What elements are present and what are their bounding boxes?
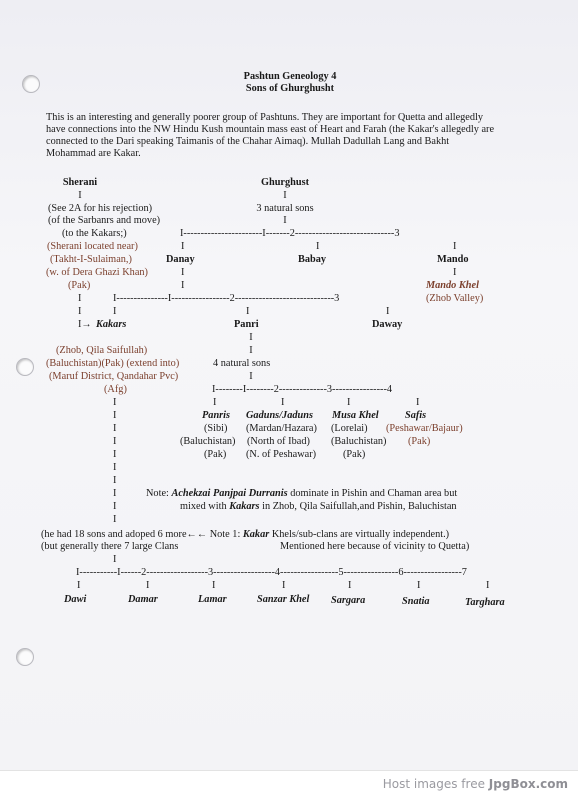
arrow-icon: I→ — [78, 319, 92, 330]
footer-link[interactable] — [383, 777, 568, 791]
panri-son-name: Panris — [202, 410, 231, 421]
panri-son-location: (North of Ibad) — [247, 436, 310, 447]
panri-note: 4 natural sons — [213, 358, 271, 369]
sherani-note: (See 2A for his rejection) — [48, 203, 153, 214]
tree-bar: I — [348, 580, 352, 591]
tree-bar: I — [386, 306, 390, 317]
intro-line: Mohammad are Kakar. — [46, 148, 141, 159]
page-subtitle: Sons of Ghurghusht — [245, 83, 335, 94]
tree-bar: I — [282, 580, 286, 591]
tree-bar: I — [453, 241, 457, 252]
tree-bar: I — [146, 580, 150, 591]
clan-name: Dawi — [64, 594, 87, 605]
intro-paragraph — [46, 112, 546, 160]
tree-bar: I — [249, 332, 253, 343]
tree-bar: I — [113, 475, 117, 486]
clans-text: Khels/sub-clans are virtually independent.) — [271, 529, 450, 540]
sherani-location: (Takht-I-Sulaiman,) — [50, 254, 132, 265]
intro-line: have connections into the NW Hindu Kush mountain mass east of Heart and Farah (the Kakar's allegedly are — [46, 124, 495, 135]
panri-son-location: (Pak) — [343, 449, 366, 460]
note-text: mixed with — [180, 501, 227, 512]
tree-connector: I-----------------------I-------2-----------------------------3 — [180, 228, 400, 239]
tree-bar: I — [486, 580, 490, 591]
tree-bar: I — [316, 241, 320, 252]
panri-son-location: (Pak) — [204, 449, 227, 460]
panri-son-location: (Sibi) — [204, 423, 228, 434]
tree-bar: I — [113, 488, 117, 499]
tree-bar: I — [283, 190, 287, 201]
tree-bar: I — [213, 397, 217, 408]
panri-name: Panri — [234, 319, 259, 330]
note-text: in Zhob, Qila Saifullah,and Pishin, Baluchistan — [262, 501, 457, 512]
tree-connector: I--------I--------2--------------3----------------4 — [212, 384, 393, 395]
note-emphasis: Kakars — [229, 501, 260, 512]
panri-son-location: (Peshawar/Bajaur) — [386, 423, 463, 434]
tree-bar: I — [246, 306, 250, 317]
clan-name: Lamar — [198, 594, 227, 605]
tree-bar: I — [113, 423, 117, 434]
tree-bar: I — [113, 306, 117, 317]
panri-son-name: Musa Khel — [332, 410, 379, 421]
tree-bar: I — [417, 580, 421, 591]
kakars-location: (Maruf District, Qandahar Pvc) — [49, 371, 179, 382]
image-host-footer — [0, 770, 578, 799]
tree-bar: I — [113, 436, 117, 447]
sherani-location: (Sherani located near) — [47, 241, 138, 252]
note-text: dominate in Pishin and Chaman area but — [290, 488, 458, 499]
sherani-note: (to the Kakars;) — [62, 228, 127, 239]
note-achekzai — [146, 488, 457, 500]
sherani-location: (w. of Dera Ghazi Khan) — [46, 267, 148, 278]
binder-hole-icon — [22, 75, 40, 93]
panri-son-location: (N. of Peshawar) — [246, 449, 317, 460]
tree-bar: I — [113, 410, 117, 421]
panri-son-location: (Baluchistan) — [180, 436, 236, 447]
panri-son-location: (Baluchistan) — [331, 436, 387, 447]
ghurghust-note: 3 natural sons — [256, 203, 314, 214]
panri-son-location: (Lorelai) — [331, 423, 368, 434]
tree-bar: I — [78, 306, 82, 317]
tree-bar: I — [283, 215, 287, 226]
tree-bar: I — [113, 501, 117, 512]
son-danay: Danay — [166, 254, 195, 265]
clan-name: Damar — [128, 594, 158, 605]
clans-note — [41, 529, 449, 541]
tree-bar: I — [249, 345, 253, 356]
tree-connector: I-----------I------2------------------3------------------4-----------------5----------------6-----------------7 — [76, 567, 467, 578]
zhob-valley: (Zhob Valley) — [426, 293, 484, 304]
clans-note-line2: (but generally there 7 large Clans — [41, 541, 179, 552]
note-emphasis: Achekzai Panjpai Durranis — [171, 488, 288, 499]
sherani-location: (Pak) — [68, 280, 91, 291]
intro-line: This is an interesting and generally poorer group of Pashtuns. They are important for Quetta and allegedly — [46, 112, 484, 123]
panri-son-name: Safis — [405, 410, 427, 421]
tree-bar: I — [281, 397, 285, 408]
kakars-location: (Baluchistan)(Pak) (extend into) — [46, 358, 180, 369]
tree-bar: I — [453, 267, 457, 278]
clan-name: Targhara — [465, 597, 505, 608]
panri-son-name: Gaduns/Jaduns — [246, 410, 313, 421]
tree-bar: I — [416, 397, 420, 408]
son-babay: Babay — [298, 254, 327, 265]
binder-hole-icon — [16, 648, 34, 666]
mando-khel: Mando Khel — [426, 280, 479, 291]
footer-brand: JpgBox.com — [488, 777, 568, 791]
tree-bar: I — [78, 293, 82, 304]
daway-name: Daway — [372, 319, 403, 330]
clans-emphasis: Kakar — [242, 529, 270, 540]
kakars-name: Kakars — [96, 319, 127, 330]
kakars-location: (Zhob, Qila Saifullah) — [56, 345, 148, 356]
sherani-note: (of the Sarbanrs and move) — [48, 215, 161, 226]
binder-hole-icon — [16, 358, 34, 376]
tree-bar: I — [181, 267, 185, 278]
clan-name: Sanzar Khel — [257, 594, 310, 605]
tree-bar: I — [113, 397, 117, 408]
ghurghust-name: Ghurghust — [260, 177, 310, 188]
tree-bar: I — [347, 397, 351, 408]
son-mando: Mando — [437, 254, 469, 265]
sherani-name: Sherani — [62, 177, 98, 188]
tree-bar: I — [113, 462, 117, 473]
clan-name: Sargara — [331, 595, 366, 606]
tree-bar: I — [113, 449, 117, 460]
panri-son-location: (Mardan/Hazara) — [246, 423, 317, 434]
clans-text: (he had 18 sons and adoped 6 more←← Note 1: — [41, 529, 241, 540]
tree-bar: I — [113, 514, 117, 525]
note-prefix: Note: — [146, 488, 169, 499]
kakars-location: (Afg) — [104, 384, 127, 395]
page-title: Pashtun Geneology 4 — [243, 71, 337, 82]
intro-line: connected to the Dari speaking Taimanis of the Chahar Aimaq). Mullah Dadullah Lang and Bakht — [46, 136, 450, 147]
tree-bar: I — [77, 580, 81, 591]
tree-bar: I — [78, 190, 82, 201]
tree-bar: I — [113, 554, 117, 565]
tree-bar: I — [212, 580, 216, 591]
tree-bar: I — [181, 280, 185, 291]
clans-note-line2: Mentioned here because of vicinity to Quetta) — [280, 541, 470, 552]
tree-bar: I — [181, 241, 185, 252]
footer-text: Host images free — [382, 777, 485, 791]
panri-son-location: (Pak) — [408, 436, 431, 447]
clan-name: Snatia — [402, 596, 430, 607]
tree-bar: I — [249, 371, 253, 382]
note-achekzai-line2 — [180, 501, 457, 513]
tree-connector: I---------------I-----------------2-----------------------------3 — [113, 293, 340, 304]
